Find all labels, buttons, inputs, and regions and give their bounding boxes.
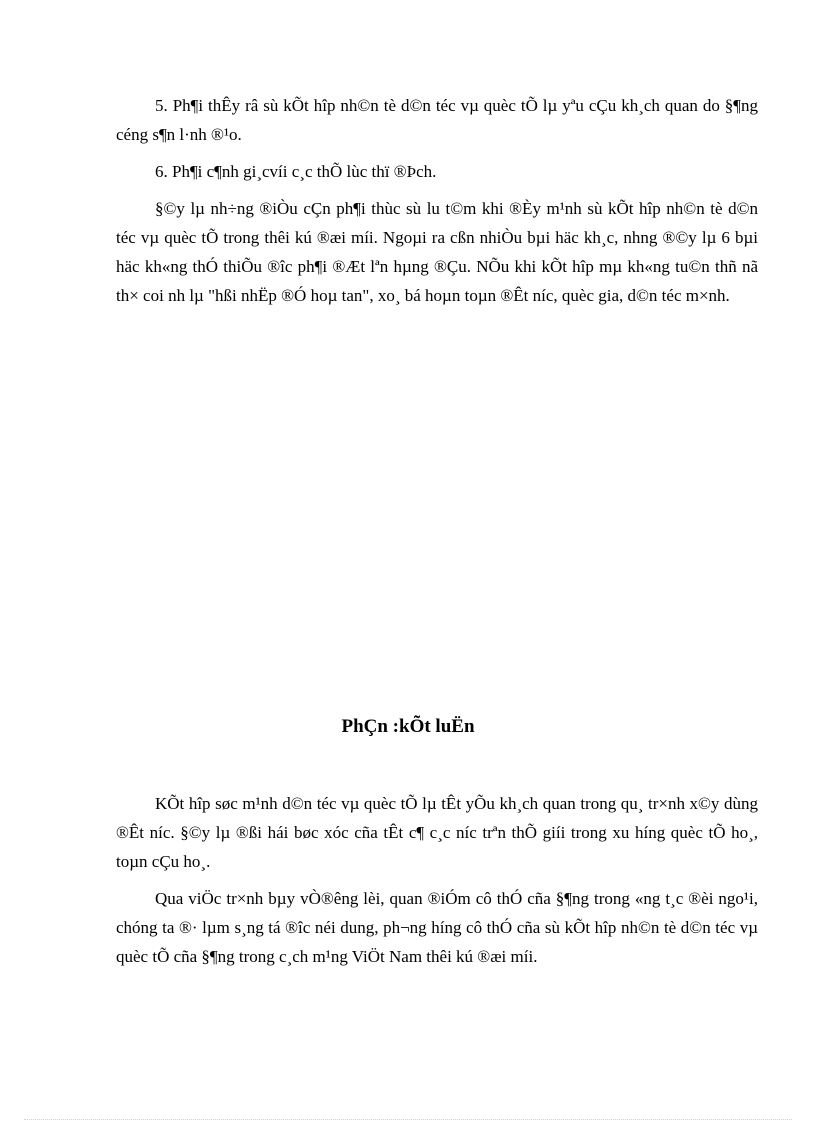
footer-divider	[24, 1119, 792, 1120]
lessons-section	[116, 91, 758, 318]
lesson-5-paragraph: 5. Ph¶i thÊy râ sù kÕt hîp nh©n tè d©n téc vµ quèc tÕ lµ yªu cÇu kh¸ch quan do §¶ng céng s¶n l·nh ®¹o.	[116, 96, 758, 144]
conclusion-paragraph-1: KÕt hîp søc m¹nh d©n téc vµ quèc tÕ lµ tÊt yÕu kh¸ch quan trong qu¸ tr×nh x©y dùng ®Êt níc. §©y lµ ®ßi hái bøc xóc cña tÊt c¶ c¸c níc trªn thÕ giíi trong xu híng quèc tÕ ho¸, toµn cÇu ho¸.	[116, 794, 758, 871]
lesson-6-paragraph: 6. Ph¶i c¶nh gi¸cvíi c¸c thÕ lùc thï ®Þch.	[155, 162, 437, 181]
conclusion-section	[116, 789, 758, 979]
conclusion-heading: PhÇn :kÕt luËn	[341, 716, 475, 737]
conclusion-paragraph-2: Qua viÖc tr×nh bµy vÒ®êng lèi, quan ®iÓm cô thÓ cña §¶ng trong «ng t¸c ®èi ngo¹i, chóng ta ®· lµm s¸ng tá ®îc néi dung, ph¬ng híng cô thÓ cña sù kÕt hîp nh©n tè d©n téc vµ quèc tÕ cña §¶ng trong c¸ch m¹ng ViÖt Nam thêi kú ®æi míi.	[116, 889, 758, 966]
summary-paragraph: §©y lµ nh÷ng ®iÒu cÇn ph¶i thùc sù lu t©m khi ®Èy m¹nh sù kÕt hîp nh©n tè d©n téc vµ quèc tÕ trong thêi kú ®æi míi. Ngoµi ra cßn nhiÒu bµi häc kh¸c, nhng ®©y lµ 6 bµi häc kh«ng thÓ thiÕu ®îc ph¶i ®Æt lªn hµng ®Çu. NÕu khi kÕt hîp mµ kh«ng tu©n thñ nã th× coi nh lµ "hßi nhËp ®Ó hoµ tan", xo¸ bá hoµn toµn ®Êt níc, quèc gia, d©n téc m×nh.	[116, 199, 758, 305]
